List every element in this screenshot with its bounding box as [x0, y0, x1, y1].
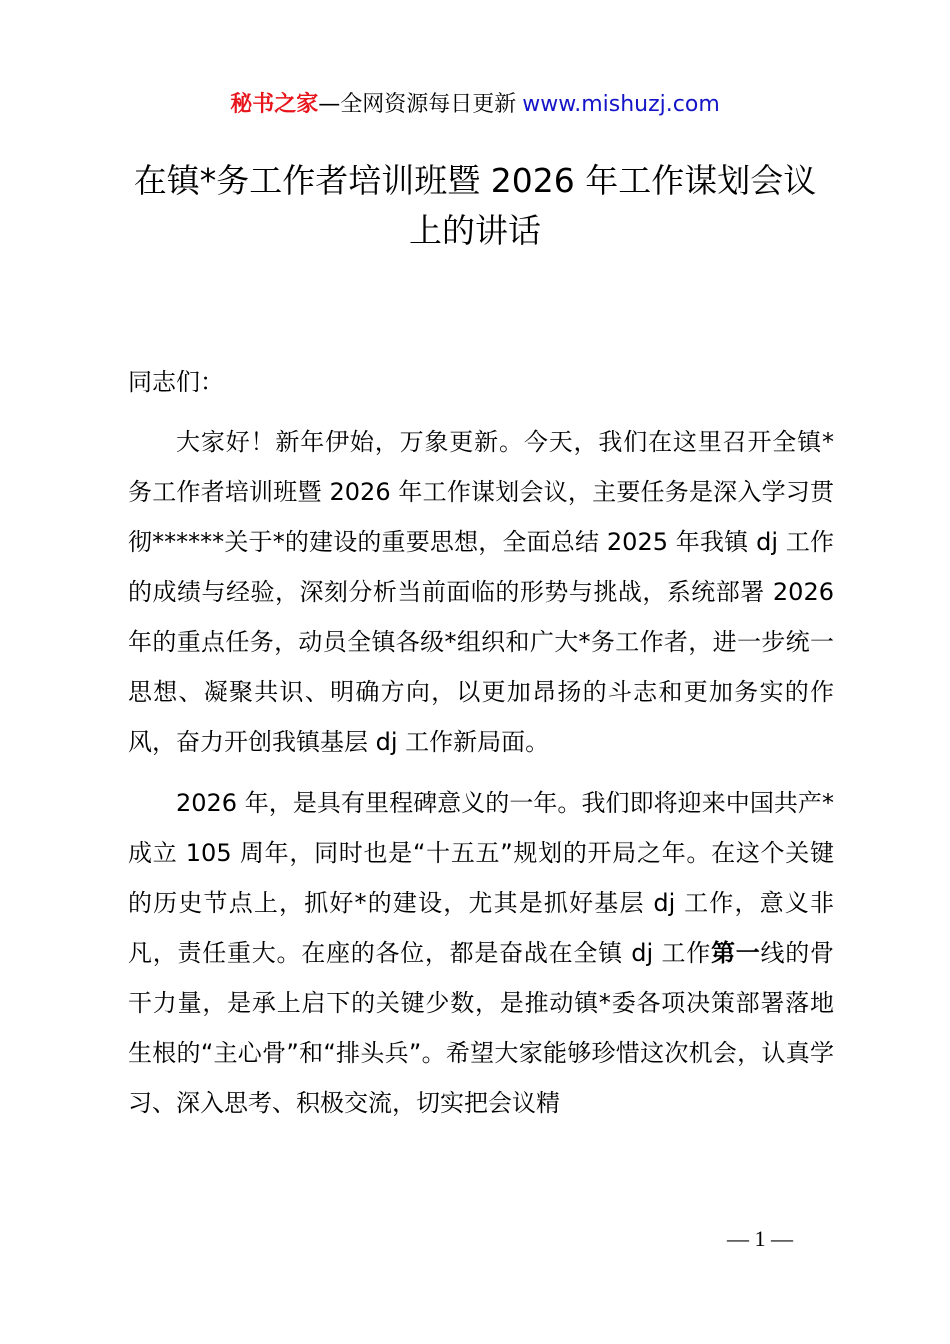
page-number: — 1 — — [727, 1226, 793, 1251]
page-header — [0, 88, 950, 122]
title-line-2: 上的讲话 — [409, 211, 541, 250]
paragraph-2-text-end: 线的骨干力量，是承上启下的关键少数，是推动镇*委各项决策部署落地生根的“主心骨”和“排头兵”。希望大家能够珍惜这次机会，认真学习、深入思考、积极交流，切实把会议精 — [128, 939, 835, 1117]
paragraph-2-bold-text: 第一 — [711, 939, 761, 967]
document-title — [100, 156, 850, 256]
header-tagline: —全网资源每日更新 — [318, 92, 517, 117]
paragraph-2 — [128, 778, 834, 1128]
salutation: 同志们： — [128, 368, 224, 396]
site-url-link[interactable]: www.mishuzj.com — [522, 92, 720, 117]
brand-name: 秘书之家 — [230, 92, 319, 117]
paragraph-1: 大家好！新年伊始，万象更新。今天，我们在这里召开全镇*务工作者培训班暨 2026 年工作谋划会议，主要任务是深入学习贯彻******关于*的建设的重要思想，全面总结 2025 年我镇 dj 工作的成绩与经验，深刻分析当前面临的形势与挑战，系统部署 2026 年的重点任务，动员全镇各级*组织和广大*务工作者，进一步统一思想、凝聚共识、明确方向，以更加昂扬的斗志和更加务实的作风，奋力开创我镇基层 dj 工作新局面。 — [128, 428, 834, 756]
paragraph-2-text-start: 2026 年，是具有里程碑意义的一年。我们即将迎来中国共产*成立 105 周年，同时也是“十五五”规划的开局之年。在这个关键的历史节点上，抓好*的建设，尤其是抓好基层 dj 工作，意义非凡，责任重大。在座的各位，都是奋战在全镇 dj 工作 — [128, 789, 834, 967]
title-line-1: 在镇*务工作者培训班暨 2026 年工作谋划会议 — [133, 161, 817, 200]
